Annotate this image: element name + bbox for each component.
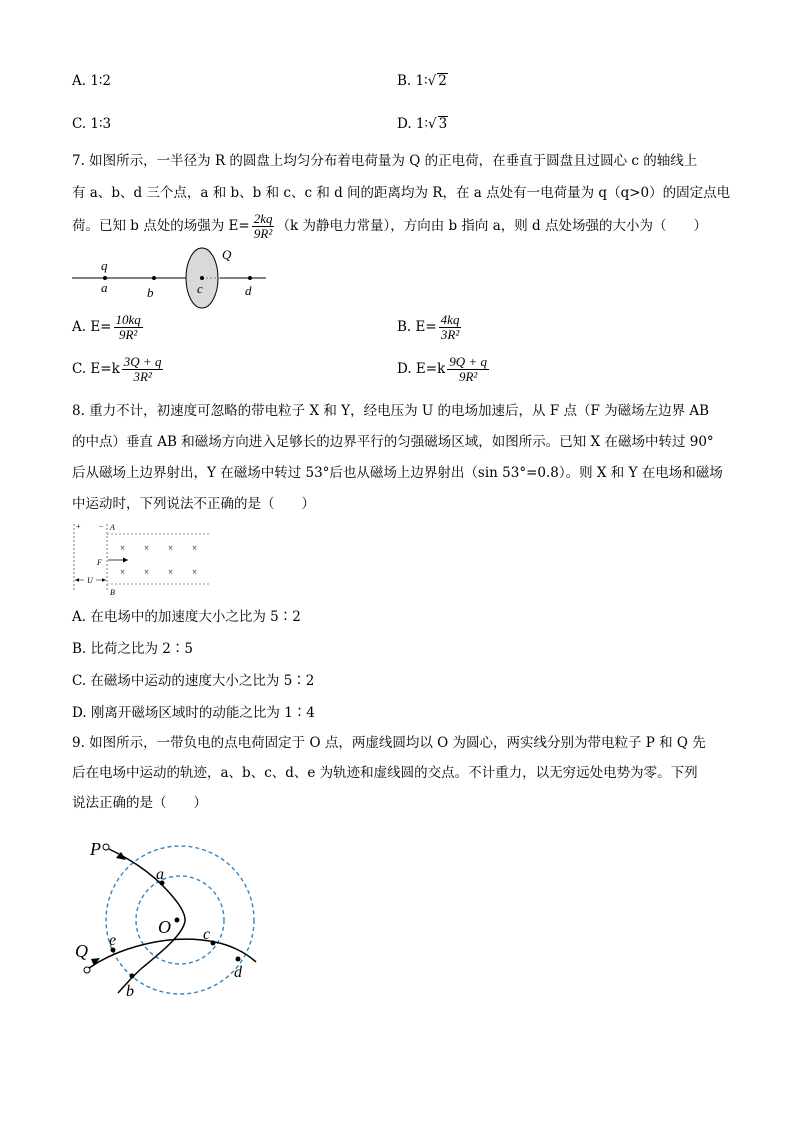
cross: × bbox=[120, 567, 126, 577]
label-U: U bbox=[87, 576, 93, 585]
label-q: q bbox=[101, 258, 108, 273]
label-d: d bbox=[245, 283, 252, 298]
label-b: b bbox=[147, 285, 154, 300]
q7-line3 bbox=[72, 212, 707, 241]
label-F: F bbox=[97, 558, 102, 567]
label-minus: − bbox=[99, 522, 104, 531]
q9-line3: 说法正确的是（ ） bbox=[72, 795, 207, 811]
label-B: B bbox=[110, 588, 115, 597]
q8-line2: 的中点）垂直 AB 和磁场方向进入足够长的边界平行的匀强磁场区域，如图所示。已知 X 在磁场中转过 90° bbox=[72, 434, 714, 450]
q8-option-d[interactable]: D. 刚离开磁场区域时的动能之比为 1∶4 bbox=[72, 705, 315, 721]
q7-option-b[interactable] bbox=[397, 313, 463, 342]
q7-option-c[interactable] bbox=[72, 355, 165, 384]
sqrt-sign: √ bbox=[428, 116, 437, 132]
q7-option-d-pre: D. E=k bbox=[397, 361, 446, 377]
cross: × bbox=[144, 543, 150, 553]
cross: × bbox=[192, 567, 198, 577]
q6-option-c[interactable]: C. 1∶3 bbox=[72, 116, 112, 132]
label-O: O bbox=[158, 917, 171, 937]
label-c: c bbox=[197, 281, 203, 296]
q7-option-d-fraction: $\frac{9Q + q}{\text{9R²}}$ bbox=[449, 354, 487, 384]
q8-option-c[interactable]: C. 在磁场中运动的速度大小之比为 5∶2 bbox=[72, 673, 315, 689]
cross: × bbox=[168, 543, 174, 553]
q9-line2: 后在电场中运动的轨迹，a、b、c、d、e 为轨迹和虚线圆的交点。不计重力，以无穷远处电势为零。下列 bbox=[72, 765, 698, 781]
q7-line3-pre: 荷。已知 b 点处的场强为 E= bbox=[72, 218, 250, 234]
label-A: A bbox=[110, 523, 115, 532]
cross: × bbox=[168, 567, 174, 577]
cross: × bbox=[144, 567, 150, 577]
cross: × bbox=[192, 543, 198, 553]
label-a: a bbox=[156, 866, 164, 883]
q8-option-b[interactable]: B. 比荷之比为 2∶5 bbox=[72, 641, 193, 657]
q9-line1: 9. 如图所示，一带负电的点电荷固定于 O 点，两虚线圆均以 O 为圆心，两实线分别为带电粒子 P 和 Q 先 bbox=[72, 735, 706, 751]
label-c: c bbox=[203, 926, 211, 943]
q7-line2: 有 a、b、d 三个点，a 和 b、b 和 c、c 和 d 间的距离均为 R，在 a 点处有一电荷量为 q（q>0）的固定点电 bbox=[72, 185, 731, 201]
cross: × bbox=[120, 543, 126, 553]
q7-option-a-fraction: $\frac{10kq}{\text{9R²}}$ bbox=[115, 312, 141, 342]
label-a: a bbox=[101, 280, 108, 295]
q7-option-a-pre: A. E= bbox=[72, 319, 112, 335]
q7-option-b-pre: B. E= bbox=[397, 319, 437, 335]
q6-option-b[interactable] bbox=[397, 73, 448, 89]
q6-option-b-prefix: B. 1∶ bbox=[397, 73, 428, 89]
q6-option-d-prefix: D. 1∶ bbox=[397, 116, 429, 132]
q7-option-c-fraction: $\frac{3Q + q}{\text{3R²}}$ bbox=[123, 354, 162, 384]
sqrt-sign: √ bbox=[427, 73, 437, 89]
label-plus: + bbox=[76, 522, 81, 531]
q8-line1: 8. 重力不计，初速度可忽略的带电粒子 X 和 Y，经电压为 U 的电场加速后，从 F 点（F 为磁场左边界 AB bbox=[72, 403, 710, 419]
label-Q: Q bbox=[222, 247, 232, 262]
q7-option-d[interactable] bbox=[397, 355, 491, 384]
q6-option-d[interactable] bbox=[397, 116, 448, 132]
q6-option-d-radicand: 3 bbox=[438, 116, 448, 132]
label-P: P bbox=[90, 839, 101, 859]
q6-option-a[interactable]: A. 1∶2 bbox=[72, 73, 112, 89]
q9-figure-trajectories bbox=[70, 835, 270, 1005]
q8-option-a[interactable]: A. 在电场中的加速度大小之比为 5∶2 bbox=[72, 609, 301, 625]
q7-line1: 7. 如图所示，一半径为 R 的圆盘上均匀分布着电荷量为 Q 的正电荷，在垂直于圆盘且过圆心 c 的轴线上 bbox=[72, 153, 698, 169]
q8-figure-field bbox=[70, 520, 215, 598]
label-d: d bbox=[234, 964, 242, 981]
q7-option-a[interactable] bbox=[72, 313, 145, 342]
q7-figure-disk bbox=[70, 245, 270, 313]
q6-option-b-radicand: 2 bbox=[438, 73, 447, 89]
label-b: b bbox=[126, 983, 134, 1000]
magnetic-field-crosses bbox=[120, 543, 197, 577]
label-e: e bbox=[109, 932, 117, 949]
q7-field-fraction: $\frac{2kq}{\text{9R²}}$ bbox=[253, 211, 273, 241]
q8-line4: 中运动时，下列说法不正确的是（ ） bbox=[72, 496, 315, 512]
q7-line3-post: （k 为静电力常量），方向由 b 指向 a，则 d 点处场强的大小为（ ） bbox=[276, 218, 707, 234]
label-Q: Q bbox=[75, 941, 88, 961]
q8-line3: 后从磁场上边界射出，Y 在磁场中转过 53°后也从磁场上边界射出（sin 53°=0.8）。则 X 和 Y 在电场和磁场 bbox=[72, 465, 723, 481]
q7-option-c-pre: C. E=k bbox=[72, 361, 120, 377]
q7-option-b-fraction: $\frac{4kq}{\text{3R²}}$ bbox=[440, 312, 460, 342]
